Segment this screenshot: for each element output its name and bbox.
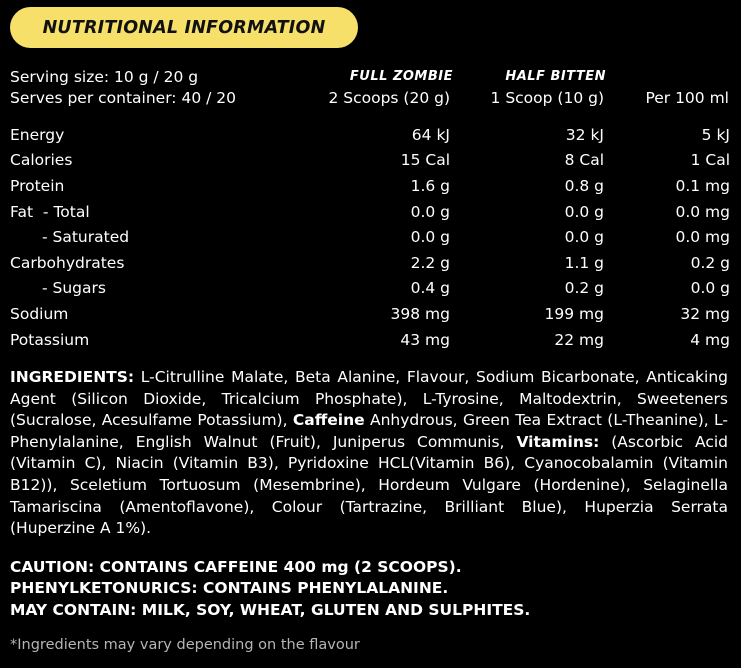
caution-allergens: MAY CONTAIN: MILK, SOY, WHEAT, GLUTEN AND SULPHITES. — [10, 601, 531, 619]
table-row — [10, 276, 730, 302]
ingredients-text: (Ascorbic Acid (Vitamin C), Niacin (Vitamin B3), Pyridoxine HCL(Vitamin B6), Cyanocobalamin (Vitamin B12)), Sceletium Tortuosum (Mesembrine), Hordeum Vulgare (Hordenine), Selaginella Tamariscina (Amentoflavone), Colour (Tartrazine, Brilliant Blue), Huperzia Serrata (Huperzine A 1%). — [10, 432, 729, 538]
ingredients-text: Anhydrous, Green Tea Extract (L-Theanine), L-Phenylalanine, English Walnut (Fruit), Juniperus Communis, — [10, 411, 728, 451]
value-per-100ml: 0.2 g — [690, 253, 730, 272]
nutrient-label: Energy — [10, 125, 65, 144]
value-full-zombie: 0.0 g — [410, 202, 450, 221]
nutrient-label: Sodium — [10, 304, 69, 323]
value-full-zombie: 64 kJ — [411, 125, 450, 144]
column-sub-full-zombie: 2 Scoops (20 g) — [328, 89, 450, 107]
value-per-100ml: 5 kJ — [701, 125, 730, 144]
value-half-bitten: 8 Cal — [564, 151, 604, 170]
caution-caffeine: CAUTION: CONTAINS CAFFEINE 400 mg (2 SCOOPS). — [10, 558, 462, 576]
value-per-100ml: 0.1 mg — [675, 176, 730, 195]
value-full-zombie: 2.2 g — [410, 253, 450, 272]
value-per-100ml: 32 mg — [680, 304, 730, 323]
nutrient-label: Protein — [10, 176, 65, 195]
ingredients-label: INGREDIENTS: — [10, 368, 135, 386]
column-name-full-zombie: FULL ZOMBIE — [349, 69, 453, 84]
value-per-100ml: 0.0 mg — [675, 202, 730, 221]
value-full-zombie: 0.0 g — [410, 228, 450, 247]
value-half-bitten: 0.2 g — [564, 279, 604, 298]
table-row — [10, 224, 730, 250]
header-pill — [10, 7, 358, 48]
footnote: *Ingredients may vary depending on the flavour — [10, 637, 360, 653]
nutrient-label: Fat - Total — [10, 202, 90, 221]
value-half-bitten: 199 mg — [544, 304, 604, 323]
value-full-zombie: 15 Cal — [400, 151, 450, 170]
nutrient-label: Calories — [10, 151, 73, 170]
table-row — [10, 148, 730, 174]
value-half-bitten: 32 kJ — [565, 125, 604, 144]
column-name-half-bitten: HALF BITTEN — [505, 69, 606, 84]
value-per-100ml: 0.0 mg — [675, 228, 730, 247]
table-row — [10, 250, 730, 276]
nutrition-table — [10, 122, 730, 352]
value-full-zombie: 1.6 g — [410, 176, 450, 195]
value-per-100ml: 1 Cal — [690, 151, 730, 170]
value-per-100ml: 4 mg — [690, 330, 730, 349]
table-row — [10, 327, 730, 353]
value-half-bitten: 0.8 g — [564, 176, 604, 195]
ingredients-paragraph — [10, 367, 728, 540]
value-full-zombie: 0.4 g — [410, 279, 450, 298]
value-full-zombie: 398 mg — [390, 304, 450, 323]
table-row — [10, 173, 730, 199]
table-row — [10, 301, 730, 327]
caffeine-label: Caffeine — [292, 411, 365, 430]
page-title: NUTRITIONAL INFORMATION — [42, 17, 326, 38]
value-half-bitten: 0.0 g — [564, 228, 604, 247]
ingredients-text: L-Citrulline Malate, Beta Alanine, Flavour, Sodium Bicarbonate, Anticaking Agent (Silicon Dioxide, Tricalcium Phosphate), L-Tyrosine, Maltodextrin, Sweeteners (Sucralose, Acesulfame Potassium), — [10, 368, 728, 430]
value-full-zombie: 43 mg — [400, 330, 450, 349]
table-row — [10, 122, 730, 148]
value-half-bitten: 1.1 g — [564, 253, 604, 272]
table-row — [10, 199, 730, 225]
column-sub-half-bitten: 1 Scoop (10 g) — [490, 89, 604, 107]
value-half-bitten: 22 mg — [554, 330, 604, 349]
nutrient-label: Carbohydrates — [10, 253, 125, 272]
serving-size: Serving size: 10 g / 20 g — [10, 68, 199, 86]
vitamins-label: Vitamins: — [516, 432, 600, 451]
nutrient-label: - Saturated — [42, 228, 130, 247]
caution-phenylketonurics: PHENYLKETONURICS: CONTAINS PHENYLALANINE. — [10, 579, 449, 597]
column-sub-per-100ml: Per 100 ml — [645, 89, 729, 107]
value-per-100ml: 0.0 g — [690, 279, 730, 298]
nutrient-label: - Sugars — [42, 279, 106, 298]
value-half-bitten: 0.0 g — [564, 202, 604, 221]
nutrient-label: Potassium — [10, 330, 90, 349]
servings-per-container: Serves per container: 40 / 20 — [10, 89, 236, 107]
